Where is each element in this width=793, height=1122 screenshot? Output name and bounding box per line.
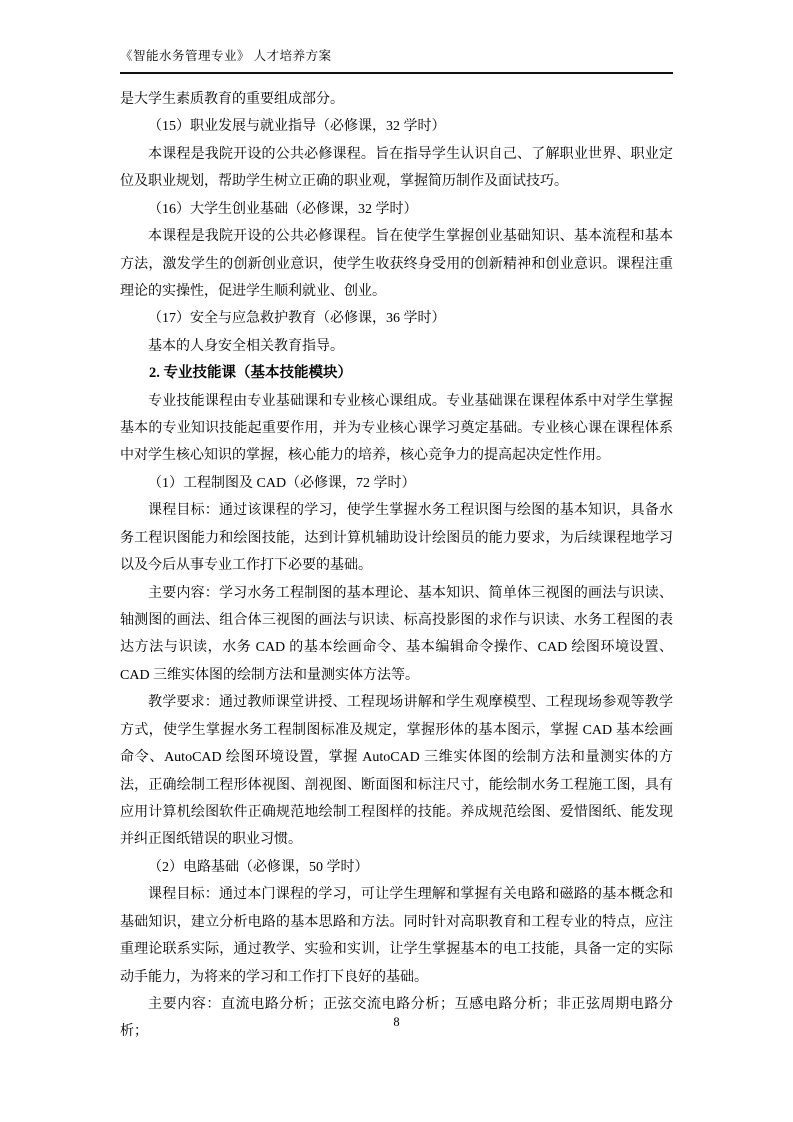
header-title: 《智能水务管理专业》 人才培养方案 (120, 49, 332, 63)
paragraph: （1）工程制图及 CAD（必修课，72 学时） (148, 475, 416, 491)
paragraph: （17）安全与应急救护教育（必修课，36 学时） (148, 311, 446, 327)
paragraph: 本课程是我院开设的公共必修课程。旨在指导学生认识自己、了解职业世界、职业定位及职业规划，帮助学生树立正确的职业观，掌握简历制作及面试技巧。 (120, 146, 673, 190)
paragraph: 本课程是我院开设的公共必修课程。旨在使学生掌握创业基础知识、基本流程和基本方法，激发学生的创新创业意识，使学生收获终身受用的创新精神和创业意识。课程注重理论的实操性，促进学生顺利就业、创业。 (120, 229, 673, 299)
paragraph: 课程目标：通过本门课程的学习，可让学生理解和掌握有关电路和磁路的基本概念和基础知识，建立分析电路的基本思路和方法。同时针对高职教育和工程专业的特点，应注重理论联系实际，通过教学、实验和实训，让学生掌握基本的电工技能，具备一定的实际动手能力，为将来的学习和工作打下良好的基础。 (120, 887, 673, 985)
paragraph: 是大学生素质教育的重要组成部分。 (120, 92, 344, 107)
paragraph: （2）电路基础（必修课，50 学时） (148, 859, 369, 875)
page-header (120, 48, 673, 74)
page-number: 8 (393, 1015, 400, 1029)
section-heading: 2. 专业技能课（基本技能模块） (149, 365, 352, 382)
paragraph: （15）职业发展与就业指导（必修课，32 学时） (148, 119, 446, 135)
paragraph: （16）大学生创业基础（必修课，32 学时） (148, 201, 418, 217)
document-body (120, 86, 673, 1046)
paragraph: 主要内容：直流电路分析；正弦交流电路分析；互感电路分析；非正弦周期电路分析； (120, 996, 673, 1040)
paragraph: 主要内容：学习水务工程制图的基本理论、基本知识、简单体三视图的画法与识读、轴测图的画法、组合体三视图的画法与识读、标高投影图的求作与识读、水务工程图的表达方法与识读，水务 CAD 的基本绘画命令、基本编辑命令操作、CAD 绘图环境设置、CAD 三维实体图的绘制方法和量测实体方法等。 (120, 585, 673, 683)
paragraph: 课程目标：通过该课程的学习，使学生掌握水务工程识图与绘图的基本知识，具备水务工程识图能力和绘图技能，达到计算机辅助设计绘图员的能力要求，为后续课程地学习以及今后从事专业工作打下必要的基础。 (120, 503, 673, 574)
paragraph: 专业技能课程由专业基础课和专业核心课组成。专业基础课在课程体系中对学生掌握基本的专业知识技能起重要作用，并为专业核心课学习奠定基础。专业核心课在课程体系中对学生核心知识的掌握，核心能力的培养，核心竞争力的提高起决定性作用。 (120, 393, 673, 464)
paragraph: 教学要求：通过教师课堂讲授、工程现场讲解和学生观摩模型、工程现场参观等教学方式，使学生掌握水务工程制图标准及规定，掌握形体的基本图示，掌握 CAD 基本绘画命令、AutoCAD 绘图环境设置，掌握 AutoCAD 三维实体图的绘制方法和量测实体的方法，正确绘制工程形体视图、剖视图、断面图和标注尺寸，能绘制水务工程施工图，具有应用计算机绘图软件正确规范地绘制工程图样的技能。养成规范绘图、爱惜图纸、能发现并纠正图纸错误的职业习惯。 (120, 695, 673, 848)
paragraph: 基本的人身安全相关教育指导。 (148, 338, 344, 354)
